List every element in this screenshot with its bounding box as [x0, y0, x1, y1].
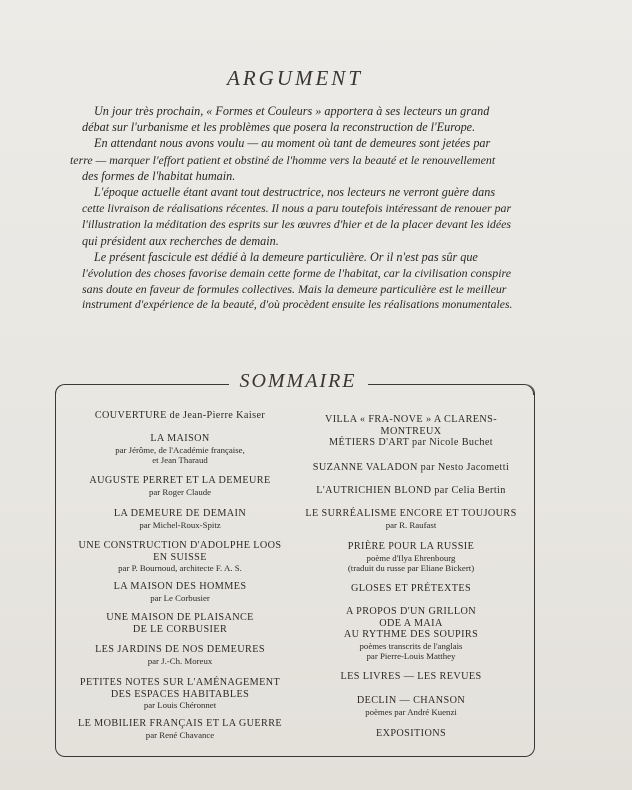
sommaire-frame-top-right — [368, 384, 534, 395]
toc-entry-title: PETITES NOTES SUR L'AMÉNAGEMENT — [79, 677, 281, 688]
toc-entry — [62, 581, 298, 603]
argument-line: qui président aux recherches de demain. — [82, 233, 279, 248]
toc-entry — [62, 475, 298, 497]
argument-line: Un jour très prochain, « Formes et Couleurs » apportera à ses lecteurs un grand — [94, 104, 490, 118]
argument-line: l'évolution des choses favorise demain cette forme de l'habitat, car la civilisation conspire — [82, 266, 511, 281]
argument-line: des formes de l'habitat humain. — [82, 168, 236, 183]
toc-entry — [296, 541, 526, 573]
argument-line: terre — marquer l'effort patient et obstiné de l'homme vers la beauté et le renouvellement — [70, 152, 496, 167]
argument-line: l'illustration la méditation des esprits sur les œuvres d'hier et de la placer devant les idées — [82, 217, 512, 232]
argument-title: ARGUMENT — [227, 66, 363, 90]
sommaire-frame-top-left — [55, 384, 229, 395]
toc-entry — [296, 462, 526, 474]
toc-entry-author: poèmes transcrits de l'anglais — [359, 640, 463, 651]
toc-entry — [296, 437, 526, 449]
argument-line: En attendant nous avons voulu — au moment où tant de demeures sont jetées par — [94, 136, 491, 151]
toc-entry-title: L'AUTRICHIEN BLOND par Celia Bertin — [316, 485, 506, 496]
toc-entry — [62, 433, 298, 465]
toc-entry-title: LA MAISON — [150, 433, 210, 444]
toc-entry-title: LE MOBILIER FRANÇAIS ET LA GUERRE — [77, 718, 283, 729]
toc-entry-title-line2: DE LE CORBUSIER — [132, 623, 228, 635]
toc-entry-title-line3: AU RYTHME DES SOUPIRS — [343, 629, 479, 640]
toc-entry-author: par R. Raufast — [385, 519, 437, 530]
toc-entry-author: par Pierre-Louis Matthey — [366, 650, 456, 661]
toc-entry-author: poèmes par André Kuenzi — [365, 706, 457, 717]
toc-entry — [62, 410, 298, 422]
toc-entry-author: par Le Corbusier — [150, 592, 210, 603]
toc-entry-title: LE SURRÉALISME ENCORE ET TOUJOURS — [305, 508, 517, 519]
toc-entry-title: LES JARDINS DE NOS DEMEURES — [95, 644, 265, 655]
toc-entry-title-line2: ODE A MAIA — [379, 617, 443, 629]
argument-text — [70, 103, 540, 314]
toc-entry — [296, 414, 526, 437]
toc-entry-title: MÉTIERS D'ART par Nicole Buchet — [329, 437, 493, 448]
toc-entry — [62, 677, 298, 710]
toc-entry-author: par Roger Claude — [148, 486, 212, 497]
toc-entry — [62, 612, 298, 635]
toc-entry-title: UNE MAISON DE PLAISANCE — [106, 612, 254, 623]
toc-entry-title-line2: DES ESPACES HABITABLES — [110, 688, 250, 700]
toc-entry-title: PRIÈRE POUR LA RUSSIE — [347, 541, 475, 552]
argument-line: débat sur l'urbanisme et les problèmes que posera la reconstruction de l'Europe. — [82, 120, 476, 135]
toc-entry-title: LA DEMEURE DE DEMAIN — [113, 508, 247, 519]
toc-entry-title-line2: EN SUISSE — [153, 551, 207, 563]
toc-entry — [296, 583, 526, 595]
toc-entry — [296, 606, 526, 661]
toc-entry-author: par Jérôme, de l'Académie française, — [115, 444, 245, 455]
toc-entry-title: EXPOSITIONS — [375, 728, 447, 739]
toc-entry-author: et Jean Tharaud — [152, 454, 208, 465]
toc-entry — [62, 718, 298, 740]
toc-entry-author: par P. Bournoud, architecte F. A. S. — [118, 563, 242, 573]
toc-entry-title: VILLA « FRA-NOVE » A CLARENS-MONTREUX — [324, 414, 498, 437]
argument-line: cette livraison de réalisations récentes. Il nous a paru toutefois intéressant de renouer par — [82, 201, 512, 216]
toc-entry — [296, 728, 526, 740]
toc-entry — [296, 671, 526, 683]
toc-entry-title: UNE CONSTRUCTION D'ADOLPHE LOOS — [78, 540, 282, 551]
toc-entry-title: LES LIVRES — LES REVUES — [340, 671, 482, 682]
toc-entry-author: (traduit du russe par Eliane Bickert) — [347, 562, 475, 573]
argument-line: L'époque actuelle étant avant tout destructrice, nos lecteurs ne verront guère dans — [94, 185, 496, 200]
toc-entry-title: AUGUSTE PERRET ET LA DEMEURE — [89, 475, 271, 486]
toc-entry-title: A PROPOS D'UN GRILLON — [346, 606, 476, 617]
toc-entry-title: SUZANNE VALADON par Nesto Jacometti — [312, 462, 510, 473]
argument-line: instrument d'expérience de la beauté, d'où procèdent ensuite les réalisations monumentales. — [82, 298, 513, 312]
toc-entry-author: par René Chavance — [145, 729, 215, 740]
toc-entry — [296, 508, 526, 530]
toc-entry-author: poème d'Ilya Ehrenbourg — [366, 552, 456, 563]
sommaire-title: SOMMAIRE — [239, 370, 357, 392]
toc-entry — [296, 485, 526, 497]
toc-entry-author: par Michel-Roux-Spitz — [139, 519, 221, 530]
toc-entry-title: COUVERTURE de Jean-Pierre Kaiser — [94, 410, 266, 421]
toc-entry-title: LA MAISON DES HOMMES — [113, 581, 247, 592]
toc-entry-title: GLOSES ET PRÉTEXTES — [350, 583, 472, 594]
toc-entry — [62, 540, 298, 573]
argument-line: sans doute en faveur de formules collectives. Mais la demeure particulière est le meilleur — [82, 282, 507, 297]
toc-entry — [62, 644, 298, 666]
toc-entry-title: DECLIN — CHANSON — [356, 695, 466, 706]
toc-entry-author: par J.-Ch. Moreux — [147, 655, 213, 666]
argument-line: Le présent fascicule est dédié à la demeure particulière. Or il n'est pas sûr que — [94, 249, 478, 264]
toc-entry — [296, 695, 526, 717]
toc-entry — [62, 508, 298, 530]
toc-entry-author: par Louis Chéronnet — [143, 700, 217, 710]
